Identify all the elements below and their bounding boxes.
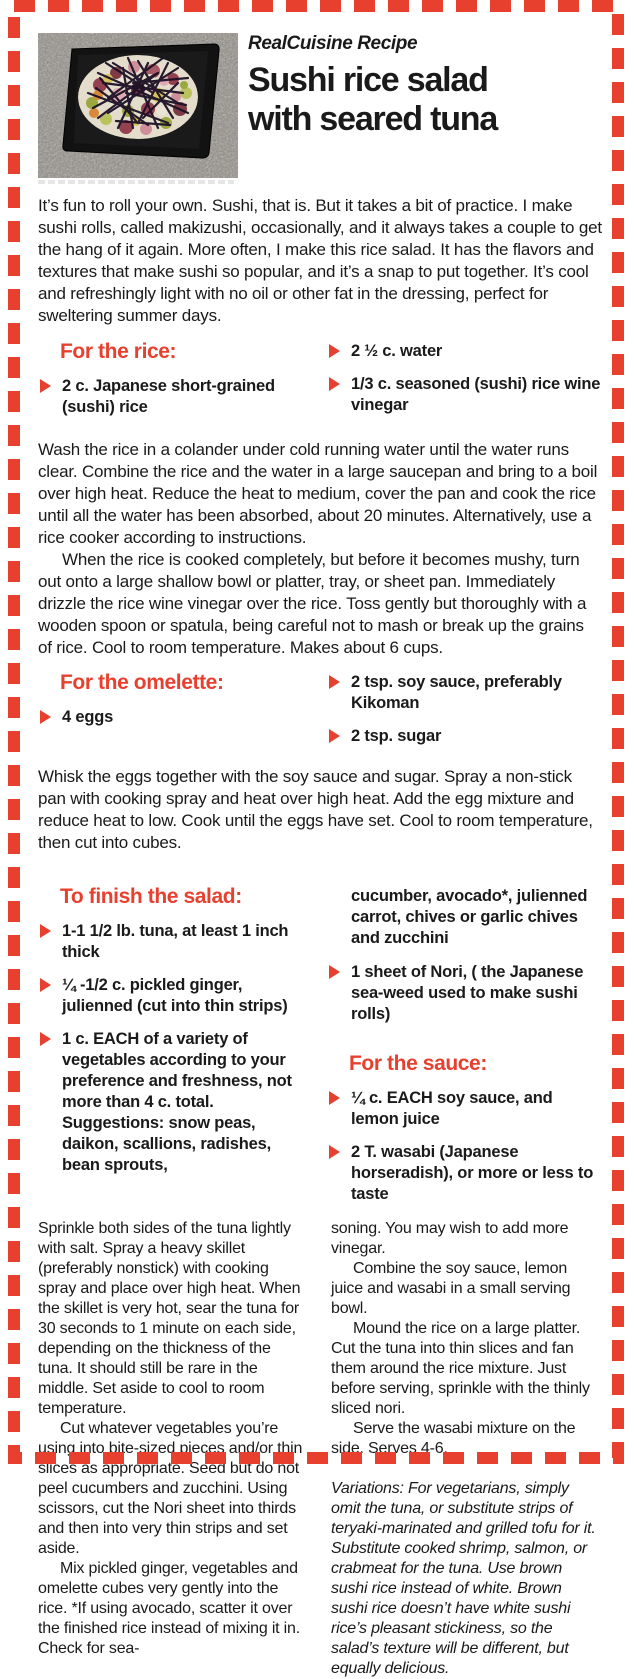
instruction-paragraph: Whisk the eggs together with the soy sauce and sugar. Spray a non-stick pan with cooking spray and heat over high heat. Add the egg mixture and reduce heat to low. Cook until the eggs have set. Cool to room temperature, then cut into cubes.	[38, 767, 593, 852]
ingredient-item	[38, 921, 310, 963]
rice-heading: For the rice:	[60, 340, 177, 363]
ingredient-text: 2 c. Japanese short-grained (sushi) rice	[62, 377, 275, 416]
title-line-1: Sushi rice salad	[248, 61, 488, 99]
instructions-left-column	[38, 1219, 304, 1679]
ingredient-continuation: cucumber, avocado*, julienned carrot, chives or garlic chives and zucchini	[351, 887, 588, 947]
omelette-heading: For the omelette:	[60, 671, 224, 694]
ingredient-text: 1 sheet of Nori, ( the Japanese sea-weed used to make sushi rolls)	[351, 963, 584, 1023]
ingredient-text: 2 ½ c. water	[351, 342, 443, 360]
bullet-triangle-icon	[329, 377, 340, 391]
bullet-triangle-icon	[329, 344, 340, 358]
instruction-paragraph: soning. You may wish to add more vinegar.	[331, 1220, 569, 1257]
ingredient-text: 2 tsp. soy sauce, preferably Kikoman	[351, 673, 562, 712]
salad-heading: To finish the salad:	[60, 885, 242, 908]
bullet-triangle-icon	[40, 1032, 51, 1046]
rice-instructions	[38, 439, 602, 659]
ingredient-item	[327, 1088, 602, 1130]
ingredient-item	[38, 1029, 310, 1176]
bullet-triangle-icon	[40, 710, 51, 724]
bullet-triangle-icon	[40, 978, 51, 992]
rice-right-column	[327, 341, 602, 418]
instruction-paragraph: Cut whatever vegetables you’re using into bite-sized pieces and/or thin slices as appropriate. Seed but do not peel cucumbers and zucchini. Using scissors, cut the Nori sheet into thirds and then into very thin strips and set aside.	[38, 1420, 303, 1557]
ingredient-item	[38, 975, 310, 1017]
section-salad	[38, 886, 602, 1205]
instruction-paragraph: When the rice is cooked completely, but before it becomes mushy, turn out onto a large shallow bowl or platter, tray, or sheet pan. Immediately drizzle the rice wine vinegar over the rice. Toss gently but thoroughly with a wooden spoon or spatula, being careful not to mash or break up the grains of rice. Cool to room temperature. Makes about 6 cups.	[38, 550, 587, 657]
bullet-triangle-icon	[329, 1091, 340, 1105]
ingredient-text: 4 eggs	[62, 708, 114, 726]
instruction-paragraph: Combine the soy sauce, lemon juice and wasabi in a small serving bowl.	[331, 1260, 571, 1317]
ingredient-item	[327, 374, 602, 416]
instructions-right-column	[331, 1219, 602, 1679]
variations-paragraph: Variations: For vegetarians, simply omit the tuna, or substitute strips of teryaki-marinated and grilled tofu for it. Substitute cooked shrimp, salmon, or crabmeat for the tuna. Use brown sushi rice instead of white. Brown sushi rice doesn’t have white sushi rice’s pleasant stickiness, so the salad’s texture will be different, but equally delicious.	[331, 1480, 596, 1677]
salad-right-column	[327, 886, 602, 1205]
section-omelette	[38, 672, 602, 747]
omelette-instructions	[38, 766, 602, 854]
ingredient-item	[327, 962, 602, 1025]
page-title	[248, 61, 497, 139]
ingredient-text: 1 c. EACH of a variety of vegetables according to your preference and freshness, not more than 4 c. total. Suggestions: snow peas, daikon, scallions, radishes, bean sprouts,	[62, 1030, 292, 1174]
ingredient-item	[38, 707, 310, 728]
final-instructions	[38, 1219, 602, 1679]
title-line-2: with seared tuna	[248, 100, 498, 138]
instruction-paragraph: Mix pickled ginger, vegetables and omelette cubes very gently into the rice. *If using avocado, scatter it over the finished rice instead of mixing it in. Check for sea-	[38, 1560, 300, 1657]
kicker: RealCuisine Recipe	[248, 33, 418, 54]
ingredient-item	[38, 376, 310, 418]
bullet-triangle-icon	[329, 965, 340, 979]
bullet-triangle-icon	[40, 379, 51, 393]
instruction-paragraph: Sprinkle both sides of the tuna lightly with salt. Spray a heavy skillet (preferably nonstick) with cooking spray and place over high heat. When the skillet is very hot, sear the tuna for 30 seconds to 1 minute on each side, depending on the thickness of the tuna. It should still be rare in the middle. Set aside to cool to room temperature.	[38, 1220, 301, 1417]
ingredient-item	[327, 1142, 602, 1205]
ingredient-text: 2 T. wasabi (Japanese horseradish), or more or less to taste	[351, 1143, 594, 1203]
header	[38, 33, 602, 178]
omelette-left-column	[38, 672, 310, 747]
bullet-triangle-icon	[329, 1145, 340, 1159]
ingredient-text: ¼ c. EACH soy sauce, and lemon juice	[351, 1089, 553, 1128]
bullet-triangle-icon	[329, 675, 340, 689]
rice-left-column	[38, 341, 310, 418]
intro-paragraph: It’s fun to roll your own. Sushi, that is. But it takes a bit of practice. I make sushi rolls, called makizushi, occasionally, and it always takes a couple to get the hang of it again. More often, I make this rice salad. It has the flavors and textures that make sushi so popular, and it’s a snap to put together. It’s cool and refreshingly light with no oil or other fat in the dressing, perfect for sweltering summer days.	[38, 196, 602, 325]
header-text	[248, 33, 497, 139]
ingredient-text: ¼ -1/2 c. pickled ginger, julienned (cut into thin strips)	[62, 976, 288, 1015]
recipe-photo-illustration	[38, 33, 238, 178]
section-rice	[38, 341, 602, 418]
recipe-card	[38, 33, 602, 1679]
photo-caption-faint	[38, 180, 234, 184]
omelette-right-column	[327, 672, 602, 747]
instruction-paragraph: Serve the wasabi mixture on the side. Serves 4-6.	[331, 1420, 576, 1457]
salad-left-column	[38, 886, 310, 1205]
sauce-heading: For the sauce:	[349, 1052, 487, 1075]
ingredient-item	[327, 341, 602, 362]
ingredient-text: 1-1 1/2 lb. tuna, at least 1 inch thick	[62, 922, 289, 961]
recipe-photo	[38, 33, 238, 178]
ingredient-item	[327, 726, 602, 747]
ingredient-text: 1/3 c. seasoned (sushi) rice wine vinegar	[351, 375, 601, 414]
ingredient-item	[327, 672, 602, 714]
bullet-triangle-icon	[329, 729, 340, 743]
bullet-triangle-icon	[40, 924, 51, 938]
ingredient-text: 2 tsp. sugar	[351, 727, 442, 745]
instruction-paragraph: Mound the rice on a large platter. Cut the tuna into thin slices and fan them around the rice mixture. Just before serving, sprinkle with the thinly sliced nori.	[331, 1320, 590, 1417]
instruction-paragraph: Wash the rice in a colander under cold running water until the water runs clear. Combine the rice and the water in a large saucepan and bring to a boil over high heat. Reduce the heat to medium, cover the pan and cook the rice until all the water has been absorbed, about 20 minutes. Alternatively, use a rice cooker according to instructions.	[38, 440, 598, 547]
